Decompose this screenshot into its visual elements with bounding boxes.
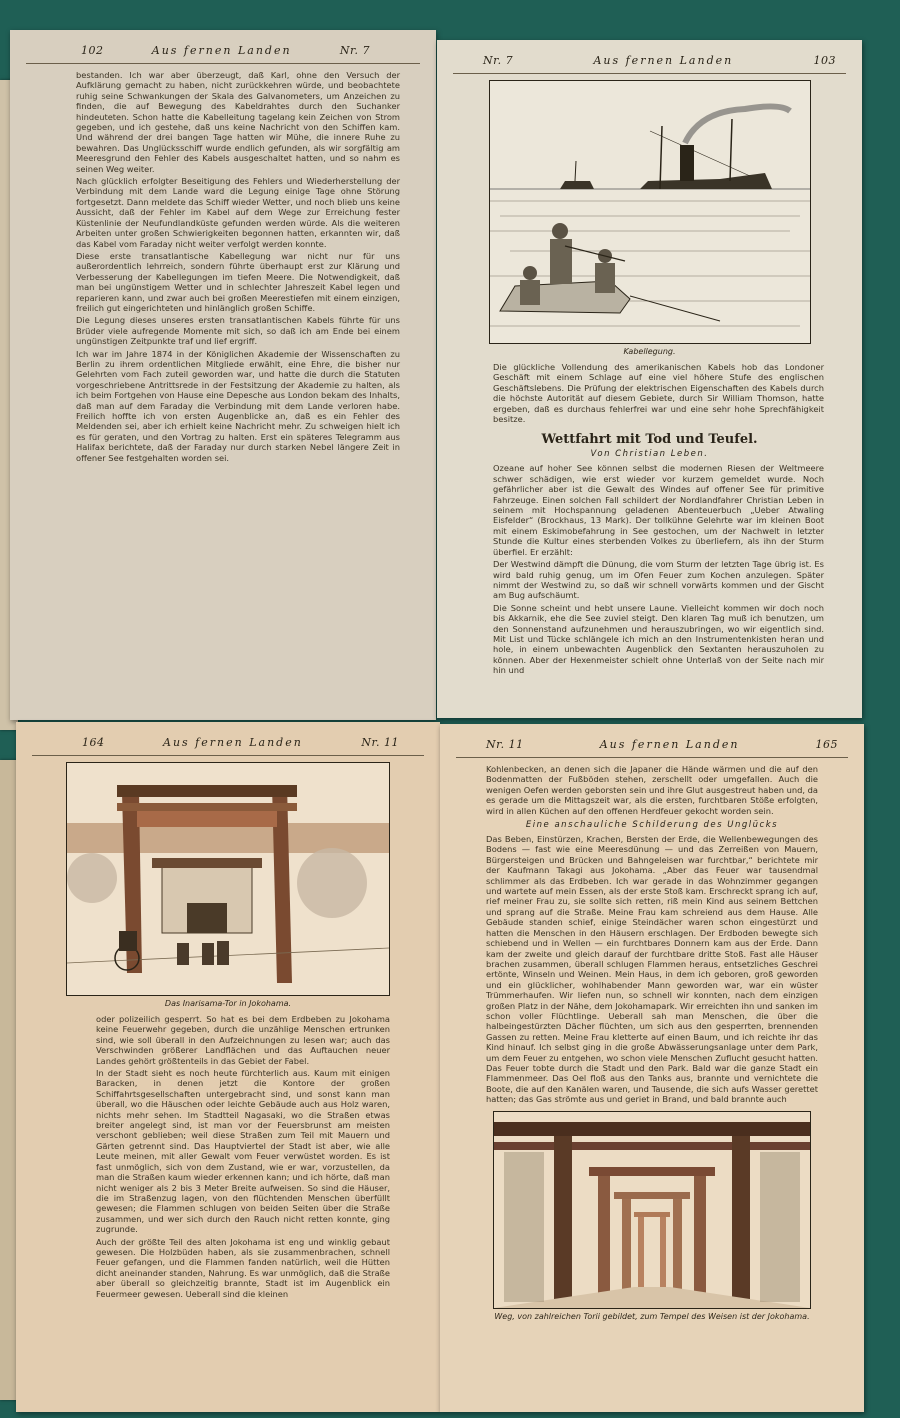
paragraph: Kohlenbecken, an denen sich die Japaner die Hände wärmen und die auf den Bodenmatten der Fußböden stehen, zerschellt oder umgefallen. Auch die wenigen Oefen werden geborsten sein und ihre Glut ausgestreut haben und, da es gerade um die Mittagszeit war, als die ersten, furchtbaren Stöße erfolgten, wird in allen Küchen auf den offenen Herdfeuer gekocht worden sein. bbox=[486, 764, 818, 816]
article-author: Von Christian Leben. bbox=[590, 449, 709, 460]
paragraph: Diese erste transatlantische Kabellegung war nicht nur für uns außerordentlich lehrreich, sondern führte überhaupt erst zur Klärung und Verbesserung der Kabellegungen im tiefen Meere. Die Notwendigkeit, daß man bei ungünstigem Wetter und in schlechter Jahreszeit Kabel legen und reparieren kann, und zwar auch bei großen Meerestiefen mit einem einzigen, freilich gut eingerichteten und hinlänglich großen Schiffe. bbox=[76, 250, 400, 313]
page-header bbox=[453, 54, 846, 74]
publication-title: Aus fernen Landen bbox=[151, 44, 292, 57]
issue-number: Nr. 11 bbox=[486, 738, 524, 751]
paragraph: Nach glücklich erfolgter Beseitigung des Fehlers und Wiederherstellung der Verbindung mit dem Lande ward die Legung einige Tage ohne Störung fortgesetzt. Dann meldete das Schiff wieder Wetter, und noch blieb uns keine Aussicht, daß der Fehler im Kabel auf dem Wege zur Erreichung fester Küstenlinie der Neufundlandküste gefunden werden würde. Als die weiteren Arbeiten unter großen Schwierigkeiten begonnen hatten, erkannten wir, daß das Kabel vom Faraday nicht weiter verfolgt werden konnte. bbox=[76, 176, 400, 249]
paragraph: Die Legung dieses unseres ersten transatlantischen Kabels führte für uns Brüder viele aufregende Momente mit sich, so daß ich am Ende bei einem ungünstigen Zeitpunkte traf und lief ergriff. bbox=[76, 315, 400, 347]
page-number: 103 bbox=[813, 54, 836, 67]
page-number: 165 bbox=[815, 738, 838, 751]
page-header bbox=[26, 44, 420, 64]
issue-number: Nr. 7 bbox=[483, 54, 514, 67]
paragraph: Ich war im Jahre 1874 in der Königlichen Akademie der Wissenschaften zu Berlin zu ihrem ordentlichen Mitgliede erwählt, eine Ehre, die bisher nur Gelehrten vom Fach zuteil geworden war, und hatte die durch die Statuten vorgeschriebene Antrittsrede in der Festsitzung der Akademie zu halten, als ich beim Fortgehen von Hause eine Depesche aus London bekam des Inhalts, daß man auf dem Faraday die Verbindung mit dem Lande verloren habe. Freilich hoffte ich von ersten Augenblicke an, daß es ein Fehler des Meldenden sei, aber ich erhielt keine Nachricht mehr. Zu schweigen hielt ich es für geraten, und den Vortrag zu halten. Erst ein späteres Telegramm aus Halifax berichtete, daß der Faraday nur durch starken Nebel längere Zeit in offener See festgehalten worden sei. bbox=[76, 348, 400, 463]
illustration-caption: Weg, von zahlreichen Torii gebildet, zum Tempel des Weisen ist der Jokohama. bbox=[494, 1311, 810, 1321]
illustration-caption: Kabellegung. bbox=[623, 347, 676, 356]
page-header bbox=[456, 738, 848, 758]
paragraph: Der Westwind dämpft die Dünung, die vom Sturm der letzten Tage übrig ist. Es wird bald ruhig genug, um im Ofen Feuer zum Kochen anzulegen. Später nimmt der Westwind zu, so daß wir schnell vorwärts kommen und der Gischt am Bug aufschäumt. bbox=[493, 559, 824, 601]
paragraph: bestanden. Ich war aber überzeugt, daß Karl, ohne den Versuch der Aufklärung gemacht zu haben, nicht zurückkehren würde, und beobachtete ruhig seine Schwankungen der Skala des Galvanometers, um Anzeichen zu finden, die auf Bewegung des Kabeldrahtes durch den Suchanker hindeuteten. Schon hatte die Kabelleitung tagelang kein Zeichen von Strom gegeben, und ich gestehe, daß uns keine Nachricht von den Schiffen kam. Und während der drei bangen Tage hatten wir Mühe, die innere Ruhe zu bewahren. Das Unglücksschiff wurde endlich gefunden, als wir sorgfältig am Meeresgrund den Fehler des Kabels ausgeschaltet hatten, und so nahm es seinen Weg weiter. bbox=[76, 70, 400, 174]
paragraph: oder polizeilich gesperrt. So hat es bei dem Erdbeben zu Jokohama keine Feuerwehr gegeben, durch die unzählige Menschen ertrunken sind, wie soll überall in den Aufzeichnungen zu lesen war; auch das Verschwinden größerer Landflächen und das Auftauchen neuer Landes gehört größtenteils in das Gebiet der Fabel. bbox=[96, 1014, 390, 1066]
page-103 bbox=[437, 40, 862, 718]
illustration-caption: Das Inarisama-Tor in Jokohama. bbox=[164, 999, 292, 1008]
publication-title: Aus fernen Landen bbox=[593, 54, 734, 67]
page-165 bbox=[440, 724, 864, 1412]
publication-title: Aus fernen Landen bbox=[599, 738, 740, 751]
paragraph: In der Stadt sieht es noch heute fürchterlich aus. Kaum mit einigen Baracken, in denen jetzt die Kontore der großen Schiffahrtsgesellschaften untergebracht sind, und sonst kann man überall, wo die Häuschen oder leichte Gebäude auch aus Holz waren, nichts mehr sehen. Im Stadtteil Nagasaki, wo die Straßen etwas breiter angelegt sind, ist man vor der Feuersbrunst am meisten verschont geblieben; weil diese Straßen zum Teil mit Mauern und Gärten getrennt sind. Das Hauptviertel der Stadt ist aber, wie alle Leute meinen, mit aller Gewalt vom Feuer verwüstet worden. Es ist fast unmöglich, sich von dem Zustand, wie er war, vorzustellen, da man die Straßen kaum wieder erkennen kann; und ich hörte, daß man nicht weniger als 2 bis 3 Meter Breite aufweisen. So sind die Häuser, die im Straßenzug lagen, von den flüchtenden Menschen überfüllt gewesen; die Flammen schlugen von beiden Seiten über die Straße zusammen, und wer sich durch den Rauch nicht retten konnte, ging zugrunde. bbox=[96, 1068, 390, 1235]
paragraph: Die Sonne scheint und hebt unsere Laune. Vielleicht kommen wir doch noch bis Akkarnik, ehe die See zuviel steigt. Den klaren Tag muß ich benutzen, um den Sonnenstand aufzunehmen und herauszubringen, wo wir eigentlich sind. Mit List und Tücke schlängele ich mich an den Instrumentenkisten heran und hole, in einem unbewachten Augenblick den Sextanten herauszuholen zu können. Aber der Hexenmeister schielt ohne Unterlaß von der Seite nach mir hin und bbox=[493, 602, 824, 676]
page-164 bbox=[16, 722, 440, 1412]
paragraph: Die glückliche Vollendung des amerikanischen Kabels hob das Londoner Geschäft mit einem Schlage auf eine viel höhere Stufe des englischen Geschäftslebens. Die Prüfung der elektrischen Eigenschaften des Kabels durch die höchste Autorität auf diesem Gebiete, durch Sir William Thomson, hatte ergeben, daß es durchaus fehlerfrei war und eine sehr hohe Sprechfähigkeit besitze. bbox=[493, 362, 824, 425]
section-title: Eine anschauliche Schilderung des Unglücks bbox=[525, 820, 779, 831]
paragraph: Das Beben, Einstürzen, Krachen, Bersten der Erde, die Wellenbewegungen des Bodens — fast wie eine Meeresdünung — und das Zerreißen von Mauern, Bürgersteigen und Brücken und Bahngeleisen war furchtbar,“ berichtete mir der Kaufmann Takagi aus Jokohama. „Aber das Feuer war tausendmal schlimmer als das Erdbeben. Ich war gerade in das Wohnzimmer gegangen und wartete auf mein Essen, als der erste Stoß kam. Erschreckt sprang ich auf, rief meiner Frau zu, sie sollte sich retten, riß mein Kind aus seinem Bettchen und sprang auf die Straße. Meine Frau kam schreiend aus dem Hause. Alle Gebäude standen schief, einige Steindächer waren schon eingestürzt und hatten die Menschen in den Häusern erschlagen. Der Erdboden bewegte sich schiebend und in Wellen — ein furchtbares Donnern kam aus der Erde. Dann kam der zweite und gleich darauf der furchtbare dritte Stoß. Fast alle Häuser brachen zusammen, überall schlugen Flammen heraus, entsetzliches Geschrei ertönte, Winseln und Weinen. Mein Haus, in dem ich geboren, groß geworden und ein glücklicher, wohlhabender Mann geworden war, war ein wüster Trümmerhaufen. Wir liefen nun, so schnell wir konnten, nach dem einzigen großen Platz in der Nähe, dem Jokohamapark. Wir erreichten ihn und sanken im schon voller Flüchtlinge. Ueberall sah man Menschen, die über die halbeingestürzten Dächer flüchten, um sich aus den gesperrten, brennenden Gassen zu retten. Meine Frau kletterte auf einen Baum, und ich reichte ihr das Kind hinauf. Ich selbst ging in die große Abwässerungsanlage unter dem Park, um dem Feuer zu entgehen, wo schon viele Menschen Zuflucht gesucht hatten. Das Feuer tobte durch die Stadt und den Park. Bald war die ganze Stadt ein Flammenmeer. Das Oel floß aus den Tanks aus, brannte und vernichtete die Boote, die auf den Kanälen waren, und Tausende, die sich aufs Wasser gerettet hatten; das Gas strömte aus und geriet in Brand, und bald brannte auch bbox=[486, 834, 818, 1105]
article-title: Wettfahrt mit Tod und Teufel. bbox=[541, 432, 758, 448]
page-number: 102 bbox=[81, 44, 104, 57]
gate-illustration bbox=[66, 762, 390, 996]
paragraph: Ozeane auf hoher See können selbst die modernen Riesen der Weltmeere schwer schädigen, wie erst wieder vor kurzem gemeldet wurde. Noch gefährlicher aber ist die Gewalt des Windes auf offener See für primitive Fahrzeuge. Einen solchen Fall schildert der Nordlandfahrer Christian Leben in seinem mit Hochspannung geladenen Abenteuerbuch „Ueber Atwaling Eisfelder“ (Brockhaus, 13 Mark). Der tollkühne Gelehrte war im kleinen Boot mit einem Eskimobefahrung in See gestochen, um der Nachwelt in letzter Stunde die Kultur eines sterbenden Volkes zu überliefern, als ihn der Sturm überfiel. Er erzählt: bbox=[493, 463, 824, 557]
page-number: 164 bbox=[82, 736, 105, 749]
page-header bbox=[32, 736, 424, 756]
publication-title: Aus fernen Landen bbox=[163, 736, 303, 749]
page-102 bbox=[10, 30, 436, 720]
paragraph: Auch der größte Teil des alten Jokohama ist eng und winklig gebaut gewesen. Die Holzbüden haben, als sie zusammenbrachen, schnell Feuer gefangen, und die Flammen fanden natürlich, weil die Hütten dicht aneinander standen, Nahrung. Es war unmöglich, daß die Straße aber überall so gleichzeitig brannte, Stadt ist im Augenblick ein Feuermeer gewesen. Ueberall sind die kleinen bbox=[96, 1236, 390, 1299]
cable-laying-illustration bbox=[489, 80, 811, 344]
torii-path-illustration bbox=[493, 1111, 811, 1309]
issue-number: Nr. 7 bbox=[339, 44, 370, 57]
issue-number: Nr. 11 bbox=[361, 736, 399, 749]
